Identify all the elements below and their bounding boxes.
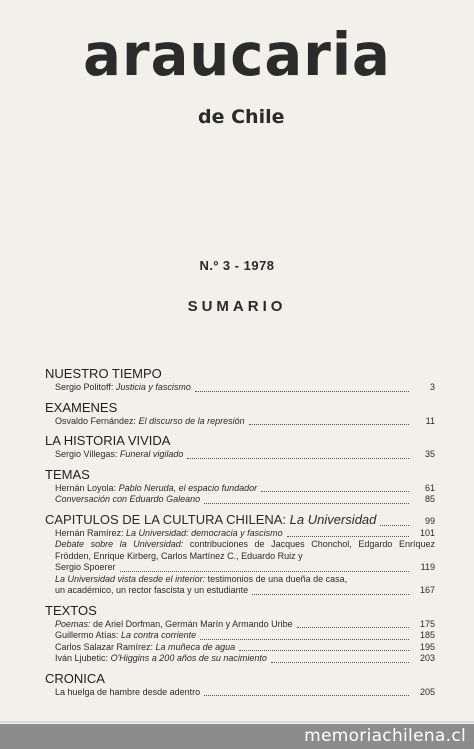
section-temas [45, 467, 435, 506]
entry-page: 35 [424, 449, 435, 459]
entry-author: Sergio Politoff: [55, 382, 114, 392]
toc-entry[interactable] [45, 630, 435, 642]
section-capitulos [45, 512, 435, 597]
entry-text: testimonios de una dueña de casa, [207, 573, 348, 584]
toc-entry[interactable] [45, 416, 435, 428]
table-of-contents [45, 366, 435, 704]
dot-leader [239, 650, 409, 651]
section-historia-vivida [45, 433, 435, 461]
toc-entry[interactable] [45, 528, 435, 540]
toc-entry[interactable] [45, 687, 435, 699]
watermark-text: memoriachilena.cl [304, 726, 466, 746]
entry-title: La huelga de hambre desde adentro [55, 686, 201, 697]
magazine-title: araucaria [83, 21, 391, 90]
toc-entry-multiline[interactable] [45, 574, 435, 586]
toc-entry-continuation[interactable] [45, 562, 435, 574]
entry-author: Hernán Loyola: [55, 482, 117, 493]
section-heading: CAPITULOS DE LA CULTURA CHILENA: [45, 511, 287, 527]
sumario-heading: SUMARIO [187, 298, 287, 315]
entry-page: 3 [429, 382, 435, 392]
dot-leader [261, 491, 409, 492]
dot-leader [187, 458, 409, 459]
entry-page: 101 [419, 527, 435, 538]
entry-author: Hernán Ramírez: [55, 527, 124, 538]
dot-leader [252, 594, 409, 595]
section-nuestro-tiempo [45, 366, 435, 394]
entry-text: contribuciones de Jacques Chonchol, Edgardo Enríquez Frödden, Enrique Kirberg, Carlos Martínez C., Eduardo Ruiz y [55, 539, 435, 561]
entry-title: La contra corriente [121, 630, 197, 640]
entry-author: Guillermo Atías: [55, 630, 119, 640]
entry-author: Carlos Salazar Ramírez: [55, 641, 154, 652]
entry-page: 61 [424, 482, 435, 493]
section-heading-italic: La Universidad [289, 511, 377, 527]
entry-title: O'Higgins a 200 años de su nacimiento [110, 653, 267, 663]
section-heading: LA HISTORIA VIVIDA [45, 433, 171, 448]
toc-entry-multiline[interactable] [45, 539, 435, 562]
entry-author: Osvaldo Fernández: [55, 415, 137, 426]
toc-entry-continuation[interactable] [45, 585, 435, 597]
page-edge-divider [0, 721, 474, 723]
dot-leader [287, 536, 409, 537]
section-heading-row[interactable] [45, 512, 435, 528]
entry-title: La Universidad: democracia y fascismo [126, 527, 283, 538]
entry-page: 11 [425, 415, 435, 426]
section-cronica [45, 671, 435, 699]
dot-leader [297, 627, 409, 628]
entry-title: Poemas: [55, 618, 91, 629]
toc-entry[interactable] [45, 494, 435, 506]
dot-leader [200, 639, 409, 640]
toc-entry[interactable] [45, 653, 435, 665]
entry-page: 185 [419, 630, 435, 640]
section-heading: EXAMENES [45, 399, 118, 415]
dot-leader [204, 695, 409, 696]
toc-entry[interactable] [45, 642, 435, 654]
masthead [0, 21, 474, 128]
toc-entry[interactable] [45, 382, 435, 394]
entry-page: 167 [419, 585, 435, 595]
entry-title: Conversación con Eduardo Galeano [55, 494, 201, 504]
entry-text: Sergio Spoerer [55, 562, 116, 572]
section-heading: NUESTRO TIEMPO [45, 366, 162, 381]
entry-page: 195 [419, 641, 435, 652]
entry-page: 175 [419, 618, 435, 629]
section-heading: CRONICA [45, 670, 105, 686]
toc-entry[interactable] [45, 483, 435, 495]
entry-title: Pablo Neruda, el espacio fundador [118, 482, 258, 493]
entry-text: un académico, un rector fascista y un estudiante [55, 585, 249, 595]
entry-title: El discurso de la represión [138, 415, 245, 426]
entry-page: 99 [424, 516, 435, 526]
toc-entry[interactable] [45, 449, 435, 461]
entry-author: Sergio Villegas: [55, 449, 118, 459]
dot-leader [380, 525, 409, 526]
entry-page: 203 [419, 653, 435, 663]
entry-title: Justicia y fascismo [115, 382, 191, 392]
entry-page: 119 [420, 562, 435, 572]
dot-leader [120, 571, 409, 572]
entry-page: 85 [424, 494, 435, 504]
dot-leader [195, 391, 409, 392]
entry-title: Debate sobre la Universidad: [55, 539, 184, 549]
entry-title: Funeral vigilado [119, 449, 184, 459]
section-textos [45, 603, 435, 665]
toc-entry[interactable] [45, 619, 435, 631]
section-examenes [45, 400, 435, 428]
entry-title: La muñeca de agua [155, 641, 236, 652]
entry-page: 205 [419, 686, 435, 697]
entry-text: de Ariel Dorfman, Germán Marín y Armando Uribe [93, 618, 293, 629]
dot-leader [204, 503, 409, 504]
entry-title: La Universidad vista desde el interior: [55, 573, 206, 584]
section-heading: TEXTOS [45, 602, 97, 618]
section-heading: TEMAS [45, 466, 90, 482]
magazine-subtitle: de Chile [198, 106, 285, 128]
entry-author: Iván Ljubetic: [55, 653, 109, 663]
issue-number: N.º 3 - 1978 [199, 258, 275, 273]
dot-leader [249, 424, 409, 425]
dot-leader [271, 662, 409, 663]
